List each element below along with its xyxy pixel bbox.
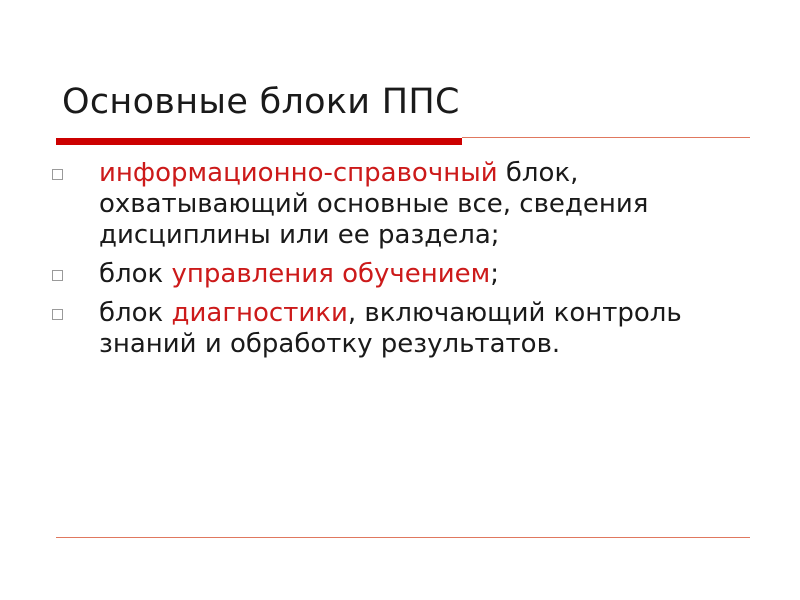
bullet-highlight: информационно-справочный — [99, 158, 498, 188]
bullet-text: , включающий контроль знаний и обработку результатов. — [99, 298, 682, 359]
bullet-text: блок, охватывающий основные все, сведения дисциплины или ее раздела; — [99, 158, 649, 250]
bullet-list — [52, 158, 712, 368]
bullet-text: блок — [99, 259, 172, 289]
bottom-divider — [56, 537, 750, 538]
square-bullet-icon — [52, 270, 63, 281]
square-bullet-icon — [52, 309, 63, 320]
bullet-highlight: диагностики — [171, 298, 348, 328]
title-underline-thin — [462, 137, 750, 138]
slide-title: Основные блоки ППС — [62, 82, 460, 122]
bullet-highlight: управления обучением — [171, 259, 491, 289]
bullet-item-learning-control — [52, 259, 712, 290]
bullet-text: блок — [99, 298, 172, 328]
square-bullet-icon — [52, 169, 63, 180]
bullet-text: ; — [490, 259, 500, 289]
bullet-item-info-block — [52, 158, 712, 251]
bullet-item-diagnostics — [52, 298, 712, 360]
title-underline-thick — [56, 138, 462, 145]
